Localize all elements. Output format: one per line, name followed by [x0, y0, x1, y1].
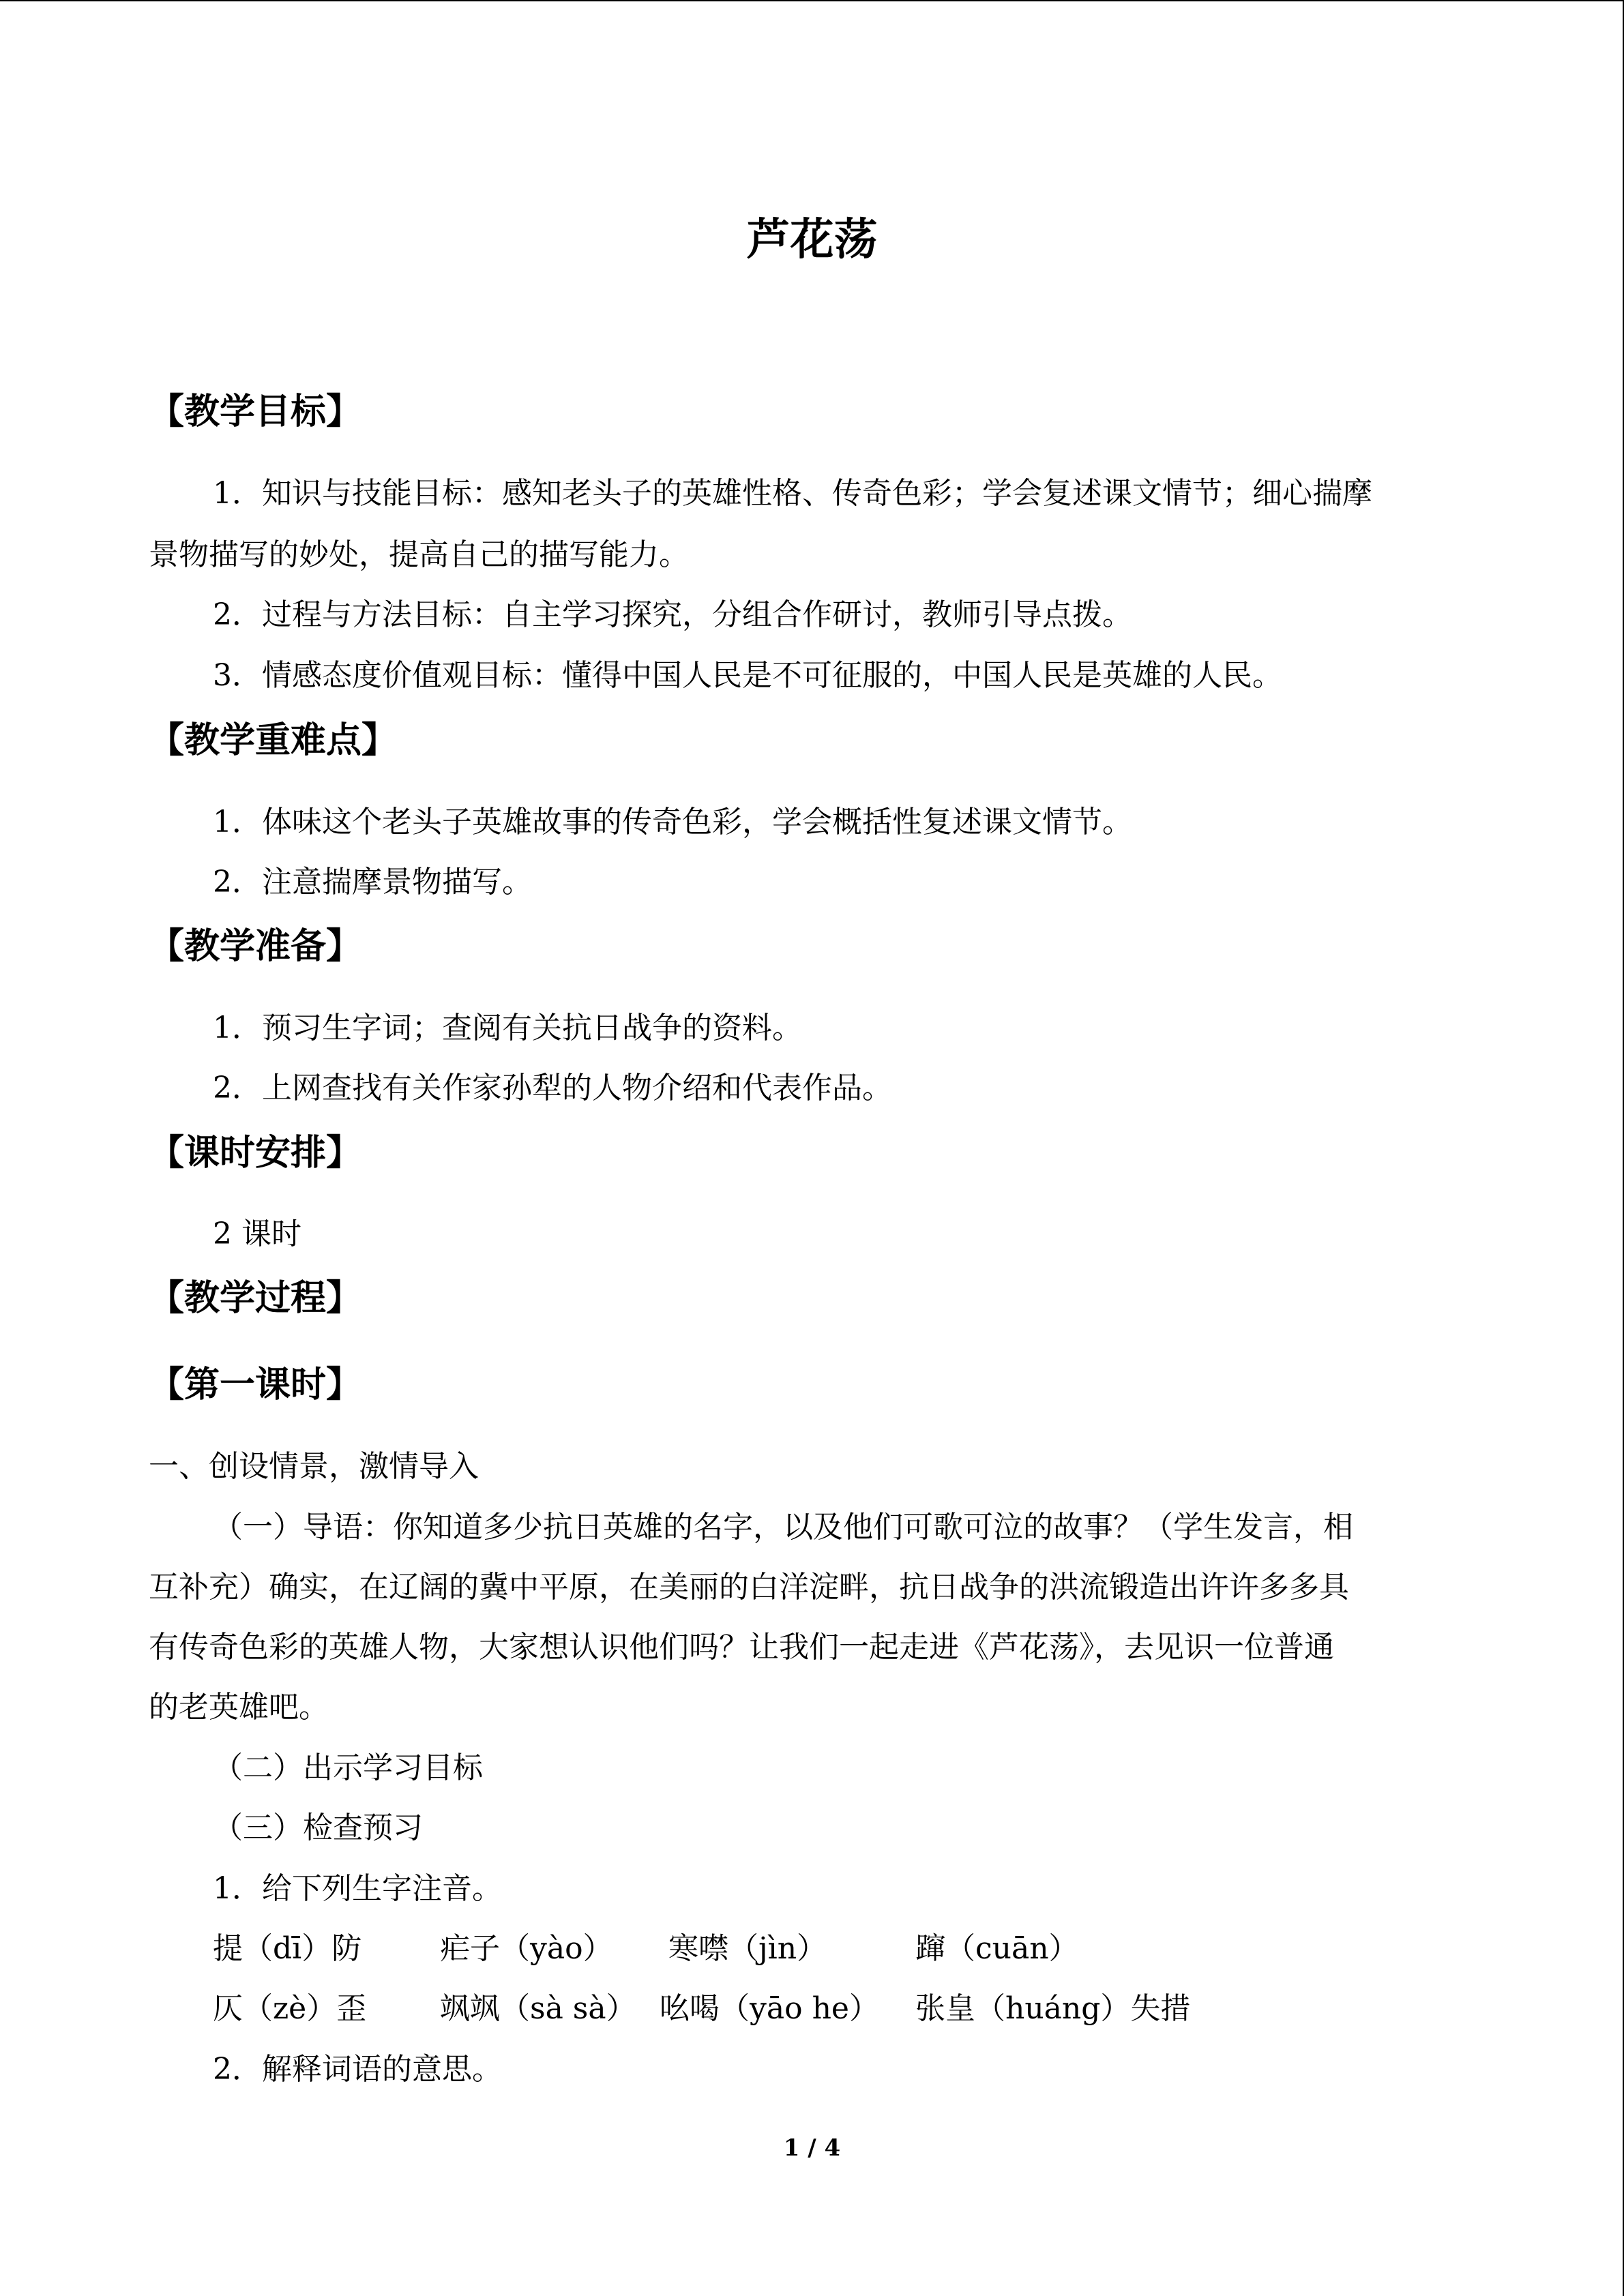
heading-lesson-one: 【第一课时】: [149, 1364, 362, 1405]
intro-line-1: （一）导语：你知道多少抗日英雄的名字，以及他们可歌可泣的故事？（学生发言，相: [213, 1510, 1353, 1545]
intro-line-3: 有传奇色彩的英雄人物，大家想认识他们吗？让我们一起走进《芦花荡》，去见识一位普通: [149, 1630, 1334, 1665]
heading-schedule: 【课时安排】: [149, 1132, 362, 1174]
prep-item-1: 1．预习生字词；查阅有关抗日战争的资料。: [213, 1011, 802, 1045]
pinyin-item: 疟子（yào）: [440, 1931, 613, 1966]
page-border-top: [0, 0, 1624, 1]
keypoint-item-1: 1．体味这个老头子英雄故事的传奇色彩，学会概括性复述课文情节。: [213, 805, 1132, 839]
heading-preparation: 【教学准备】: [149, 925, 362, 967]
pinyin-item: 寒噤（jìn）: [668, 1931, 827, 1966]
page-number: 1 / 4: [783, 2134, 841, 2162]
prep-item-2: 2．上网查找有关作家孙犁的人物介绍和代表作品。: [213, 1071, 892, 1105]
pinyin-item: 蹿（cuān）: [915, 1931, 1079, 1966]
pinyin-item: 仄（zè）歪: [213, 1991, 367, 2026]
goal-item-3: 3．情感态度价值观目标：懂得中国人民是不可征服的，中国人民是英雄的人民。: [213, 658, 1282, 693]
question-one: 1．给下列生字注音。: [213, 1871, 502, 1906]
pinyin-item: 吆喝（yāo he）: [660, 1991, 879, 2026]
keypoint-item-2: 2．注意揣摩景物描写。: [213, 865, 532, 899]
sub-step-three: （三）检查预习: [213, 1810, 423, 1845]
heading-process: 【教学过程】: [149, 1277, 362, 1319]
pinyin-item: 飒飒（sà sà）: [440, 1991, 636, 2026]
heading-key-points: 【教学重难点】: [149, 719, 398, 761]
goal-item-1-cont: 景物描写的妙处，提高自己的描写能力。: [149, 537, 689, 572]
heading-teaching-goals: 【教学目标】: [149, 391, 362, 432]
sub-step-two: （二）出示学习目标: [213, 1750, 483, 1785]
schedule-text: 2 课时: [213, 1217, 301, 1251]
goal-item-2: 2．过程与方法目标：自主学习探究，分组合作研讨，教师引导点拨。: [213, 597, 1132, 632]
document-title: 芦花荡: [746, 214, 878, 265]
intro-line-2: 互补充）确实，在辽阔的冀中平原，在美丽的白洋淀畔，抗日战争的洪流锻造出许许多多具: [149, 1570, 1349, 1605]
intro-line-4: 的老英雄吧。: [149, 1690, 329, 1725]
pinyin-item: 张皇（huáng）失措: [915, 1991, 1191, 2026]
step-one: 一、创设情景，激情导入: [149, 1449, 479, 1484]
goal-item-1: 1．知识与技能目标：感知老头子的英雄性格、传奇色彩；学会复述课文情节；细心揣摩: [213, 476, 1372, 511]
pinyin-item: 提（dī）防: [213, 1931, 362, 1966]
question-two: 2．解释词语的意思。: [213, 2052, 502, 2087]
